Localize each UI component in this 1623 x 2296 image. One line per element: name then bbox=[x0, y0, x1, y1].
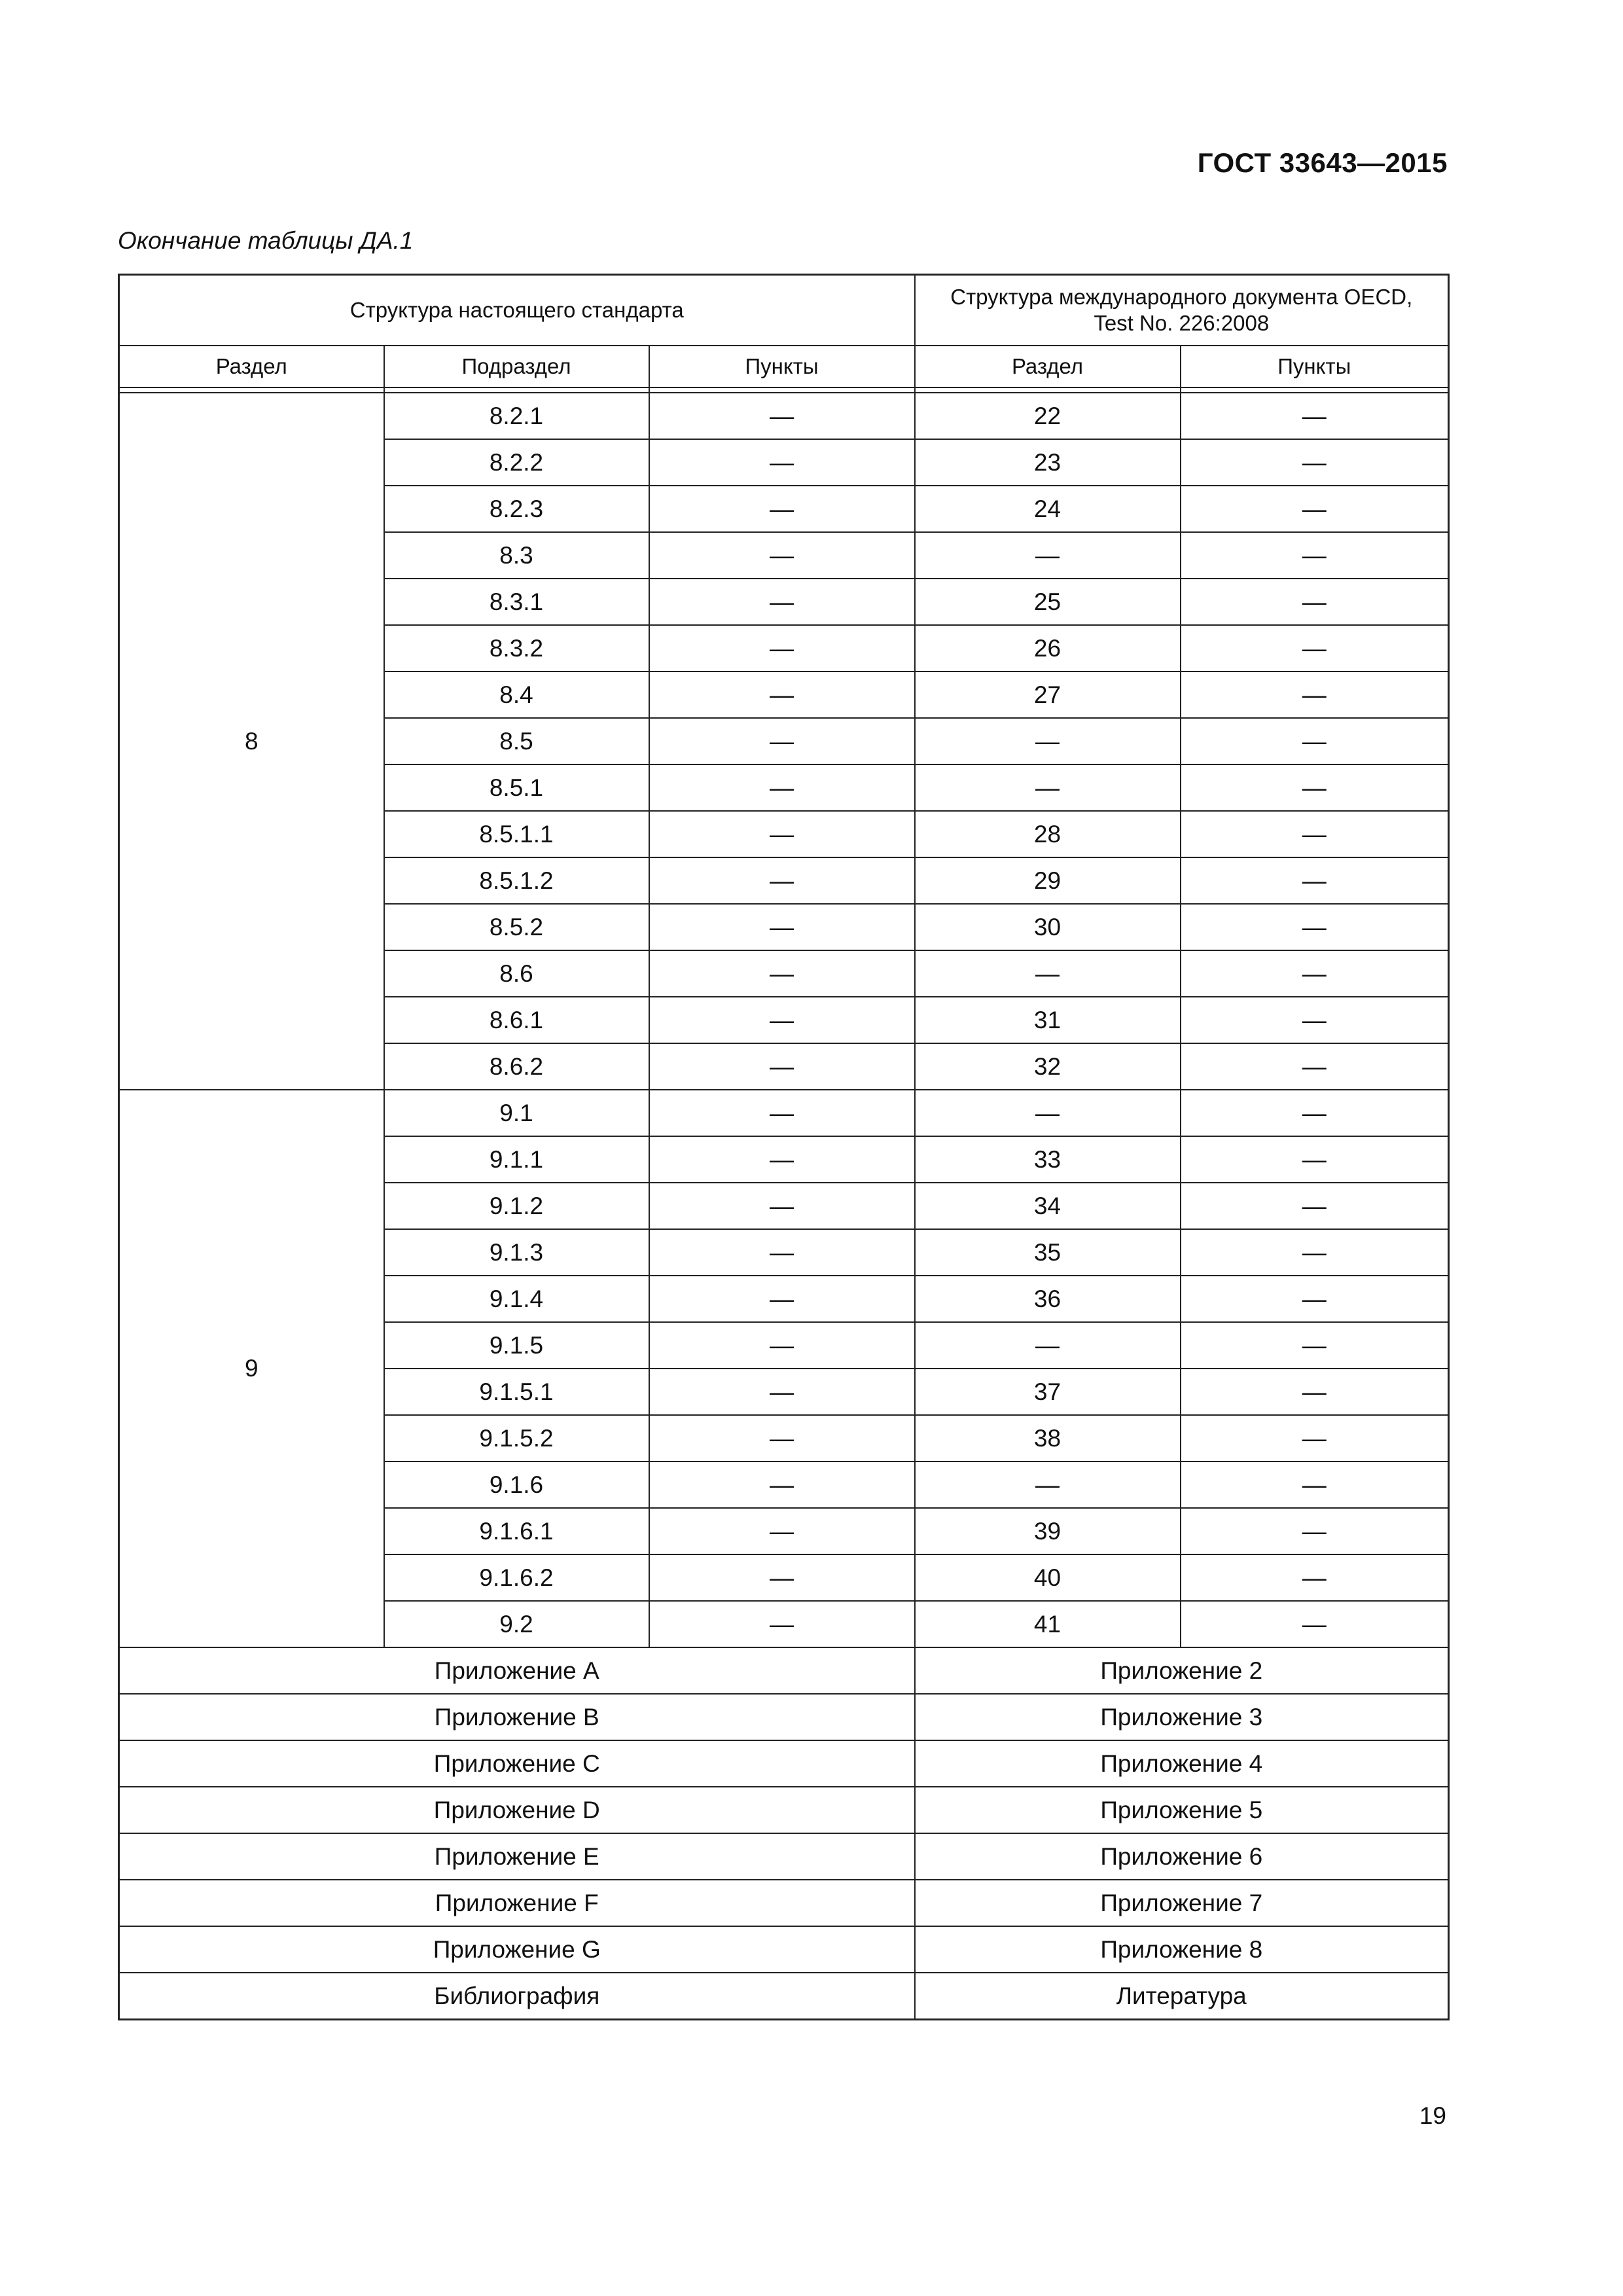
oecd-items-cell: — bbox=[1181, 579, 1449, 625]
subsection-cell: 9.1.6 bbox=[384, 1462, 649, 1508]
oecd-appendix-cell: Приложение 8 bbox=[915, 1926, 1449, 1973]
oecd-section-cell: 32 bbox=[915, 1043, 1181, 1090]
subsection-cell: 8.6 bbox=[384, 950, 649, 997]
oecd-items-cell: — bbox=[1181, 857, 1449, 904]
items-cell: — bbox=[649, 1090, 915, 1136]
oecd-section-cell: 41 bbox=[915, 1601, 1181, 1647]
oecd-items-cell: — bbox=[1181, 439, 1449, 486]
subsection-cell: 8.5 bbox=[384, 718, 649, 764]
oecd-items-cell: — bbox=[1181, 1136, 1449, 1183]
oecd-appendix-cell: Литература bbox=[915, 1973, 1449, 2020]
section-cell: 9 bbox=[119, 1090, 384, 1647]
appendix-row bbox=[119, 1833, 1449, 1880]
subsection-cell: 8.2.3 bbox=[384, 486, 649, 532]
group-header-right bbox=[915, 275, 1449, 346]
subsection-cell: 8.5.2 bbox=[384, 904, 649, 950]
oecd-items-cell: — bbox=[1181, 1369, 1449, 1415]
subsection-cell: 9.1.4 bbox=[384, 1276, 649, 1322]
standard-appendix-cell: Приложение F bbox=[119, 1880, 915, 1926]
subsection-cell: 8.3.1 bbox=[384, 579, 649, 625]
items-cell: — bbox=[649, 718, 915, 764]
oecd-items-cell: — bbox=[1181, 811, 1449, 857]
header-separator bbox=[119, 387, 1449, 393]
items-cell: — bbox=[649, 439, 915, 486]
oecd-items-cell: — bbox=[1181, 393, 1449, 439]
oecd-appendix-cell: Приложение 3 bbox=[915, 1694, 1449, 1740]
oecd-items-cell: — bbox=[1181, 1462, 1449, 1508]
oecd-items-cell: — bbox=[1181, 1554, 1449, 1601]
subsection-cell: 8.2.1 bbox=[384, 393, 649, 439]
oecd-appendix-cell: Приложение 7 bbox=[915, 1880, 1449, 1926]
items-cell: — bbox=[649, 764, 915, 811]
oecd-items-cell: — bbox=[1181, 625, 1449, 672]
group-header-right-line2: Test No. 226:2008 bbox=[1094, 311, 1270, 335]
group-header-left: Структура настоящего стандарта bbox=[119, 275, 915, 346]
appendix-row bbox=[119, 1880, 1449, 1926]
oecd-items-cell: — bbox=[1181, 1276, 1449, 1322]
appendix-row bbox=[119, 1694, 1449, 1740]
items-cell: — bbox=[649, 1369, 915, 1415]
column-header-items: Пункты bbox=[649, 346, 915, 387]
items-cell: — bbox=[649, 625, 915, 672]
oecd-items-cell: — bbox=[1181, 1043, 1449, 1090]
separator-cell bbox=[119, 387, 384, 393]
oecd-section-cell: 28 bbox=[915, 811, 1181, 857]
items-cell: — bbox=[649, 997, 915, 1043]
column-header-subsection: Подраздел bbox=[384, 346, 649, 387]
oecd-section-cell: 22 bbox=[915, 393, 1181, 439]
oecd-items-cell: — bbox=[1181, 718, 1449, 764]
items-cell: — bbox=[649, 486, 915, 532]
items-cell: — bbox=[649, 579, 915, 625]
items-cell: — bbox=[649, 1415, 915, 1462]
section-cell: 8 bbox=[119, 393, 384, 1090]
items-cell: — bbox=[649, 1276, 915, 1322]
standard-appendix-cell: Приложение В bbox=[119, 1694, 915, 1740]
oecd-section-cell: 29 bbox=[915, 857, 1181, 904]
oecd-section-cell: 36 bbox=[915, 1276, 1181, 1322]
oecd-section-cell: 35 bbox=[915, 1229, 1181, 1276]
oecd-section-cell: — bbox=[915, 1322, 1181, 1369]
oecd-section-cell: 26 bbox=[915, 625, 1181, 672]
oecd-items-cell: — bbox=[1181, 997, 1449, 1043]
items-cell: — bbox=[649, 1322, 915, 1369]
subsection-cell: 9.1.2 bbox=[384, 1183, 649, 1229]
oecd-items-cell: — bbox=[1181, 1322, 1449, 1369]
appendix-row bbox=[119, 1973, 1449, 2020]
column-header-oecd-section: Раздел bbox=[915, 346, 1181, 387]
oecd-items-cell: — bbox=[1181, 486, 1449, 532]
subsection-cell: 9.1.5.1 bbox=[384, 1369, 649, 1415]
appendix-row bbox=[119, 1926, 1449, 1973]
oecd-section-cell: 34 bbox=[915, 1183, 1181, 1229]
oecd-items-cell: — bbox=[1181, 672, 1449, 718]
subsection-cell: 9.1.1 bbox=[384, 1136, 649, 1183]
column-header-section: Раздел bbox=[119, 346, 384, 387]
items-cell: — bbox=[649, 1462, 915, 1508]
standard-appendix-cell: Библиография bbox=[119, 1973, 915, 2020]
subsection-cell: 9.1 bbox=[384, 1090, 649, 1136]
subsection-cell: 8.6.2 bbox=[384, 1043, 649, 1090]
table-group-header-row bbox=[119, 275, 1449, 346]
subsection-cell: 8.6.1 bbox=[384, 997, 649, 1043]
oecd-section-cell: 25 bbox=[915, 579, 1181, 625]
oecd-items-cell: — bbox=[1181, 950, 1449, 997]
oecd-section-cell: 40 bbox=[915, 1554, 1181, 1601]
oecd-section-cell: 24 bbox=[915, 486, 1181, 532]
items-cell: — bbox=[649, 904, 915, 950]
table-column-header-row bbox=[119, 346, 1449, 387]
oecd-items-cell: — bbox=[1181, 1601, 1449, 1647]
oecd-section-cell: 37 bbox=[915, 1369, 1181, 1415]
standard-appendix-cell: Приложение G bbox=[119, 1926, 915, 1973]
oecd-section-cell: — bbox=[915, 764, 1181, 811]
subsection-cell: 9.1.3 bbox=[384, 1229, 649, 1276]
standard-appendix-cell: Приложение D bbox=[119, 1787, 915, 1833]
document-code: ГОСТ 33643—2015 bbox=[1197, 147, 1448, 178]
subsection-cell: 9.1.6.1 bbox=[384, 1508, 649, 1554]
oecd-appendix-cell: Приложение 6 bbox=[915, 1833, 1449, 1880]
appendix-row bbox=[119, 1787, 1449, 1833]
subsection-cell: 9.1.5 bbox=[384, 1322, 649, 1369]
items-cell: — bbox=[649, 393, 915, 439]
oecd-items-cell: — bbox=[1181, 1508, 1449, 1554]
table-row bbox=[119, 393, 1449, 439]
items-cell: — bbox=[649, 857, 915, 904]
group-header-right-line1: Структура международного документа OECD, bbox=[950, 285, 1413, 309]
items-cell: — bbox=[649, 950, 915, 997]
subsection-cell: 8.5.1.2 bbox=[384, 857, 649, 904]
items-cell: — bbox=[649, 1043, 915, 1090]
subsection-cell: 9.1.6.2 bbox=[384, 1554, 649, 1601]
page-number: 19 bbox=[1419, 2102, 1446, 2129]
appendix-row bbox=[119, 1647, 1449, 1694]
table-row bbox=[119, 1090, 1449, 1136]
oecd-items-cell: — bbox=[1181, 1229, 1449, 1276]
separator-cell bbox=[915, 387, 1181, 393]
items-cell: — bbox=[649, 1554, 915, 1601]
subsection-cell: 8.2.2 bbox=[384, 439, 649, 486]
oecd-items-cell: — bbox=[1181, 764, 1449, 811]
oecd-items-cell: — bbox=[1181, 1090, 1449, 1136]
column-header-oecd-items: Пункты bbox=[1181, 346, 1449, 387]
items-cell: — bbox=[649, 811, 915, 857]
oecd-section-cell: 38 bbox=[915, 1415, 1181, 1462]
appendix-row bbox=[119, 1740, 1449, 1787]
oecd-section-cell: — bbox=[915, 718, 1181, 764]
separator-cell bbox=[1181, 387, 1449, 393]
oecd-section-cell: 30 bbox=[915, 904, 1181, 950]
oecd-section-cell: 27 bbox=[915, 672, 1181, 718]
oecd-section-cell: 31 bbox=[915, 997, 1181, 1043]
oecd-section-cell: — bbox=[915, 1462, 1181, 1508]
oecd-section-cell: — bbox=[915, 1090, 1181, 1136]
oecd-appendix-cell: Приложение 2 bbox=[915, 1647, 1449, 1694]
standard-appendix-cell: Приложение А bbox=[119, 1647, 915, 1694]
subsection-cell: 8.4 bbox=[384, 672, 649, 718]
subsection-cell: 8.3.2 bbox=[384, 625, 649, 672]
items-cell: — bbox=[649, 1136, 915, 1183]
oecd-section-cell: — bbox=[915, 532, 1181, 579]
oecd-section-cell: 33 bbox=[915, 1136, 1181, 1183]
items-cell: — bbox=[649, 1183, 915, 1229]
table-body bbox=[119, 393, 1449, 2020]
separator-cell bbox=[384, 387, 649, 393]
items-cell: — bbox=[649, 672, 915, 718]
items-cell: — bbox=[649, 1508, 915, 1554]
oecd-section-cell: — bbox=[915, 950, 1181, 997]
oecd-items-cell: — bbox=[1181, 1415, 1449, 1462]
subsection-cell: 9.2 bbox=[384, 1601, 649, 1647]
table-caption: Окончание таблицы ДА.1 bbox=[118, 227, 414, 254]
items-cell: — bbox=[649, 1601, 915, 1647]
subsection-cell: 8.5.1 bbox=[384, 764, 649, 811]
items-cell: — bbox=[649, 1229, 915, 1276]
oecd-appendix-cell: Приложение 4 bbox=[915, 1740, 1449, 1787]
oecd-items-cell: — bbox=[1181, 1183, 1449, 1229]
items-cell: — bbox=[649, 532, 915, 579]
oecd-section-cell: 39 bbox=[915, 1508, 1181, 1554]
subsection-cell: 8.5.1.1 bbox=[384, 811, 649, 857]
standard-appendix-cell: Приложение С bbox=[119, 1740, 915, 1787]
oecd-appendix-cell: Приложение 5 bbox=[915, 1787, 1449, 1833]
subsection-cell: 8.3 bbox=[384, 532, 649, 579]
oecd-section-cell: 23 bbox=[915, 439, 1181, 486]
oecd-items-cell: — bbox=[1181, 904, 1449, 950]
oecd-items-cell: — bbox=[1181, 532, 1449, 579]
standard-appendix-cell: Приложение Е bbox=[119, 1833, 915, 1880]
correspondence-table bbox=[118, 274, 1450, 2020]
subsection-cell: 9.1.5.2 bbox=[384, 1415, 649, 1462]
separator-cell bbox=[649, 387, 915, 393]
